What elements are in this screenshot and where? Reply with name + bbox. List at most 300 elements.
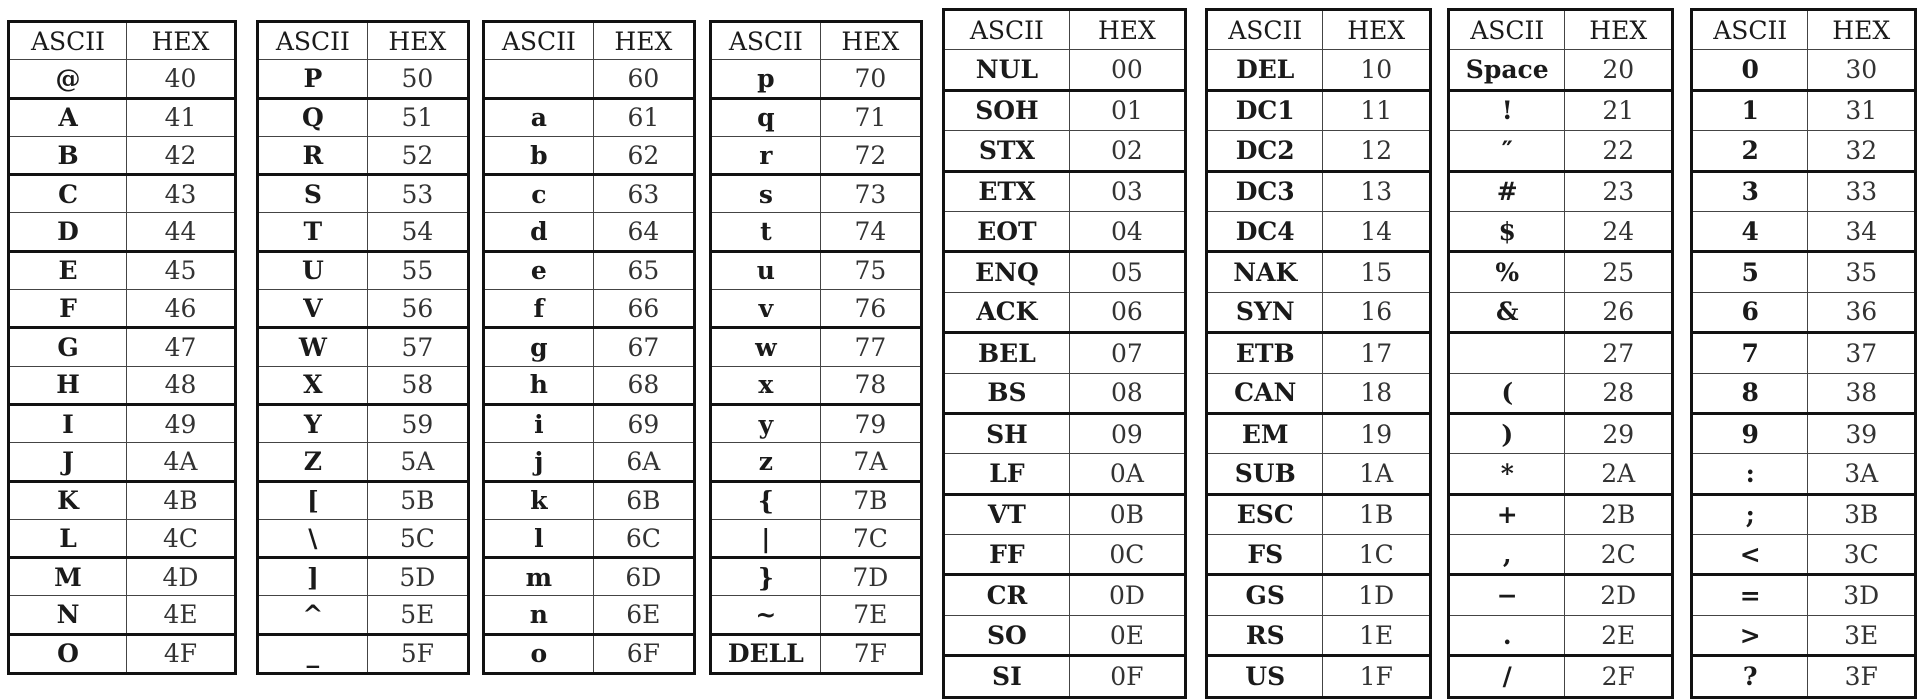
hex-cell: 2E — [1565, 615, 1673, 655]
header-row — [1692, 10, 1916, 50]
table-row — [944, 131, 1186, 171]
hex-cell: 6C — [593, 519, 694, 557]
table-row — [1449, 252, 1673, 292]
table-row — [944, 615, 1186, 655]
hex-cell: 79 — [820, 404, 921, 442]
ascii-cell: # — [1449, 171, 1565, 211]
table-row — [1449, 413, 1673, 453]
ascii-table-60 — [482, 20, 696, 675]
table-row — [258, 481, 469, 519]
table-row — [258, 634, 469, 673]
ascii-cell: J — [9, 443, 127, 481]
hex-cell: 6B — [593, 481, 694, 519]
header-row — [484, 22, 695, 60]
hex-cell: 40 — [127, 60, 236, 98]
table-row — [1207, 171, 1431, 211]
table-row — [484, 328, 695, 366]
table-row — [944, 413, 1186, 453]
ascii-cell: z — [711, 443, 821, 481]
ascii-cell: Y — [258, 404, 368, 442]
table-row — [9, 98, 236, 136]
table-row — [1207, 575, 1431, 615]
table-row — [258, 558, 469, 596]
ascii-cell: n — [484, 596, 594, 634]
table-row — [1207, 656, 1431, 697]
hex-cell: 50 — [367, 60, 468, 98]
hex-cell: 77 — [820, 328, 921, 366]
ascii-cell: NUL — [944, 50, 1070, 90]
hex-cell: 24 — [1565, 211, 1673, 251]
hex-cell: 71 — [820, 98, 921, 136]
ascii-cell: CAN — [1207, 373, 1323, 413]
table-row — [1449, 333, 1673, 373]
hex-cell: 05 — [1069, 252, 1185, 292]
ascii-cell: EM — [1207, 413, 1323, 453]
hex-cell: 48 — [127, 366, 236, 404]
table-row — [1692, 494, 1916, 534]
ascii-cell: _ — [258, 634, 368, 673]
hex-cell: 21 — [1565, 90, 1673, 130]
hex-cell: 36 — [1808, 292, 1916, 332]
ascii-cell: BS — [944, 373, 1070, 413]
ascii-cell: ~ — [711, 596, 821, 634]
table-row — [1207, 413, 1431, 453]
ascii-cell: | — [711, 519, 821, 557]
ascii-cell: DC2 — [1207, 131, 1323, 171]
table-row — [711, 290, 922, 328]
table-row — [711, 328, 922, 366]
table-row — [944, 575, 1186, 615]
ascii-cell: j — [484, 443, 594, 481]
table-row — [9, 290, 236, 328]
hex-cell: 11 — [1323, 90, 1431, 130]
hex-cell: 70 — [820, 60, 921, 98]
table-row — [9, 481, 236, 519]
hex-cell: 06 — [1069, 292, 1185, 332]
hex-cell: 78 — [820, 366, 921, 404]
table-row — [1449, 535, 1673, 575]
hex-cell: 7E — [820, 596, 921, 634]
hex-cell: 2C — [1565, 535, 1673, 575]
hex-cell: 5F — [367, 634, 468, 673]
ascii-cell: ETX — [944, 171, 1070, 211]
ascii-cell: $ — [1449, 211, 1565, 251]
hex-cell: 3D — [1808, 575, 1916, 615]
hex-cell: 6E — [593, 596, 694, 634]
ascii-cell: % — [1449, 252, 1565, 292]
table-row — [9, 404, 236, 442]
ascii-cell: h — [484, 366, 594, 404]
ascii-cell: D — [9, 213, 127, 251]
table-row — [1207, 333, 1431, 373]
table-row — [258, 596, 469, 634]
hex-cell: 0C — [1069, 535, 1185, 575]
hex-cell: 44 — [127, 213, 236, 251]
table-row — [258, 443, 469, 481]
table-row — [484, 596, 695, 634]
hex-cell: 0F — [1069, 656, 1185, 697]
table-row — [711, 558, 922, 596]
ascii-cell: 3 — [1692, 171, 1808, 211]
table-row — [484, 175, 695, 213]
ascii-cell: DEL — [1207, 50, 1323, 90]
ascii-cell: E — [9, 251, 127, 289]
ascii-cell: DC1 — [1207, 90, 1323, 130]
ascii-cell: 9 — [1692, 413, 1808, 453]
header-row — [258, 22, 469, 60]
ascii-cell: s — [711, 175, 821, 213]
ascii-cell: W — [258, 328, 368, 366]
table-row — [711, 136, 922, 174]
hex-cell: 22 — [1565, 131, 1673, 171]
table-row — [258, 404, 469, 442]
ascii-header: ASCII — [1207, 10, 1323, 50]
table-row — [944, 50, 1186, 90]
table-row — [484, 634, 695, 673]
hex-cell: 49 — [127, 404, 236, 442]
hex-cell: 7C — [820, 519, 921, 557]
hex-cell: 5B — [367, 481, 468, 519]
hex-cell: 75 — [820, 251, 921, 289]
table-row — [1449, 494, 1673, 534]
ascii-cell: \ — [258, 519, 368, 557]
table-row — [1692, 535, 1916, 575]
ascii-cell: c — [484, 175, 594, 213]
hex-cell: 60 — [593, 60, 694, 98]
ascii-cell: DELL — [711, 634, 821, 673]
ascii-cell: FF — [944, 535, 1070, 575]
ascii-cell: DC3 — [1207, 171, 1323, 211]
hex-cell: 55 — [367, 251, 468, 289]
ascii-cell: g — [484, 328, 594, 366]
ascii-cell: o — [484, 634, 594, 673]
hex-header: HEX — [1069, 10, 1185, 50]
hex-cell: 47 — [127, 328, 236, 366]
ascii-cell — [484, 60, 594, 98]
header-row — [1207, 10, 1431, 50]
hex-cell: 53 — [367, 175, 468, 213]
ascii-cell: − — [1449, 575, 1565, 615]
ascii-table-50 — [256, 20, 470, 675]
table-row — [1692, 50, 1916, 90]
ascii-cell: STX — [944, 131, 1070, 171]
hex-cell: 61 — [593, 98, 694, 136]
hex-cell: 3E — [1808, 615, 1916, 655]
ascii-cell: EOT — [944, 211, 1070, 251]
ascii-header: ASCII — [9, 22, 127, 60]
ascii-cell: 7 — [1692, 333, 1808, 373]
ascii-cell: A — [9, 98, 127, 136]
ascii-cell: X — [258, 366, 368, 404]
table-row — [1692, 90, 1916, 130]
table-row — [1207, 292, 1431, 332]
ascii-header: ASCII — [944, 10, 1070, 50]
ascii-header: ASCII — [1692, 10, 1808, 50]
table-row — [944, 494, 1186, 534]
ascii-cell: { — [711, 481, 821, 519]
ascii-cell: P — [258, 60, 368, 98]
ascii-cell: L — [9, 519, 127, 557]
table-row — [1692, 575, 1916, 615]
hex-cell: 65 — [593, 251, 694, 289]
table-row — [1207, 131, 1431, 171]
hex-cell: 0B — [1069, 494, 1185, 534]
ascii-cell: B — [9, 136, 127, 174]
ascii-cell: @ — [9, 60, 127, 98]
hex-cell: 13 — [1323, 171, 1431, 211]
ascii-cell: ACK — [944, 292, 1070, 332]
table-row — [258, 366, 469, 404]
table-row — [9, 175, 236, 213]
hex-cell: 32 — [1808, 131, 1916, 171]
ascii-cell: 6 — [1692, 292, 1808, 332]
ascii-cell: [ — [258, 481, 368, 519]
ascii-cell: U — [258, 251, 368, 289]
ascii-header: ASCII — [258, 22, 368, 60]
table-row — [258, 60, 469, 98]
ascii-cell: SYN — [1207, 292, 1323, 332]
hex-cell: 42 — [127, 136, 236, 174]
header-row — [711, 22, 922, 60]
hex-cell: 12 — [1323, 131, 1431, 171]
hex-cell: 1C — [1323, 535, 1431, 575]
hex-cell: 68 — [593, 366, 694, 404]
ascii-cell: ESC — [1207, 494, 1323, 534]
hex-cell: 2F — [1565, 656, 1673, 697]
hex-cell: 1D — [1323, 575, 1431, 615]
hex-cell: 29 — [1565, 413, 1673, 453]
ascii-cell: BEL — [944, 333, 1070, 373]
ascii-cell: SUB — [1207, 454, 1323, 494]
hex-cell: 28 — [1565, 373, 1673, 413]
hex-cell: 4E — [127, 596, 236, 634]
table-row — [711, 251, 922, 289]
table-row — [1207, 454, 1431, 494]
table-row — [258, 98, 469, 136]
ascii-cell: b — [484, 136, 594, 174]
ascii-cell: ( — [1449, 373, 1565, 413]
hex-cell: 23 — [1565, 171, 1673, 211]
hex-cell: 17 — [1323, 333, 1431, 373]
table-row — [1449, 50, 1673, 90]
ascii-cell: ^ — [258, 596, 368, 634]
ascii-cell — [1449, 333, 1565, 373]
hex-cell: 54 — [367, 213, 468, 251]
hex-cell: 0A — [1069, 454, 1185, 494]
hex-cell: 69 — [593, 404, 694, 442]
hex-cell: 00 — [1069, 50, 1185, 90]
hex-cell: 2D — [1565, 575, 1673, 615]
table-row — [711, 366, 922, 404]
ascii-table-40 — [7, 20, 237, 675]
hex-cell: 5C — [367, 519, 468, 557]
ascii-cell: ] — [258, 558, 368, 596]
ascii-cell: NAK — [1207, 252, 1323, 292]
hex-cell: 1B — [1323, 494, 1431, 534]
hex-cell: 2A — [1565, 454, 1673, 494]
hex-cell: 18 — [1323, 373, 1431, 413]
table-row — [1692, 292, 1916, 332]
ascii-cell: V — [258, 290, 368, 328]
ascii-cell: SH — [944, 413, 1070, 453]
hex-cell: 30 — [1808, 50, 1916, 90]
ascii-cell: 4 — [1692, 211, 1808, 251]
table-row — [258, 175, 469, 213]
table-row — [1207, 615, 1431, 655]
ascii-table-10 — [1205, 8, 1432, 699]
table-row — [1449, 90, 1673, 130]
hex-cell: 5D — [367, 558, 468, 596]
table-row — [711, 634, 922, 673]
ascii-cell: ; — [1692, 494, 1808, 534]
hex-cell: 7B — [820, 481, 921, 519]
table-row — [711, 404, 922, 442]
table-row — [1692, 252, 1916, 292]
hex-cell: 66 — [593, 290, 694, 328]
table-row — [258, 519, 469, 557]
table-row — [1692, 656, 1916, 697]
hex-cell: 15 — [1323, 252, 1431, 292]
ascii-header: ASCII — [711, 22, 821, 60]
hex-cell: 0E — [1069, 615, 1185, 655]
ascii-cell: R — [258, 136, 368, 174]
table-row — [484, 366, 695, 404]
ascii-table-00 — [942, 8, 1187, 699]
ascii-cell: > — [1692, 615, 1808, 655]
ascii-cell: q — [711, 98, 821, 136]
hex-cell: 03 — [1069, 171, 1185, 211]
table-row — [484, 213, 695, 251]
table-row — [1692, 373, 1916, 413]
hex-cell: 6F — [593, 634, 694, 673]
ascii-cell: i — [484, 404, 594, 442]
hex-cell: 52 — [367, 136, 468, 174]
hex-cell: 62 — [593, 136, 694, 174]
ascii-cell: O — [9, 634, 127, 673]
hex-cell: 31 — [1808, 90, 1916, 130]
ascii-cell: , — [1449, 535, 1565, 575]
hex-header: HEX — [127, 22, 236, 60]
hex-header: HEX — [1565, 10, 1673, 50]
table-row — [9, 596, 236, 634]
ascii-cell: N — [9, 596, 127, 634]
table-row — [711, 481, 922, 519]
table-row — [1449, 171, 1673, 211]
hex-header: HEX — [367, 22, 468, 60]
hex-cell: 4F — [127, 634, 236, 673]
hex-cell: 45 — [127, 251, 236, 289]
ascii-cell: Space — [1449, 50, 1565, 90]
table-row — [1207, 90, 1431, 130]
hex-cell: 34 — [1808, 211, 1916, 251]
ascii-cell: 8 — [1692, 373, 1808, 413]
table-row — [711, 60, 922, 98]
ascii-cell: S — [258, 175, 368, 213]
hex-cell: 09 — [1069, 413, 1185, 453]
hex-cell: 33 — [1808, 171, 1916, 211]
hex-cell: 14 — [1323, 211, 1431, 251]
ascii-table-20 — [1447, 8, 1674, 699]
hex-cell: 02 — [1069, 131, 1185, 171]
hex-cell: 16 — [1323, 292, 1431, 332]
table-row — [944, 252, 1186, 292]
ascii-cell: F — [9, 290, 127, 328]
table-row — [258, 290, 469, 328]
ascii-cell: } — [711, 558, 821, 596]
table-row — [1449, 454, 1673, 494]
hex-cell: 37 — [1808, 333, 1916, 373]
hex-cell: 63 — [593, 175, 694, 213]
table-row — [944, 373, 1186, 413]
hex-cell: 58 — [367, 366, 468, 404]
ascii-cell: SI — [944, 656, 1070, 697]
ascii-cell: GS — [1207, 575, 1323, 615]
hex-cell: 7D — [820, 558, 921, 596]
hex-header: HEX — [1323, 10, 1431, 50]
hex-cell: 73 — [820, 175, 921, 213]
hex-cell: 20 — [1565, 50, 1673, 90]
table-row — [711, 519, 922, 557]
table-row — [484, 443, 695, 481]
hex-cell: 1E — [1323, 615, 1431, 655]
table-row — [1207, 494, 1431, 534]
ascii-cell: < — [1692, 535, 1808, 575]
hex-cell: 3F — [1808, 656, 1916, 697]
table-row — [1207, 373, 1431, 413]
ascii-cell: US — [1207, 656, 1323, 697]
ascii-cell: d — [484, 213, 594, 251]
ascii-cell: 1 — [1692, 90, 1808, 130]
hex-cell: 7F — [820, 634, 921, 673]
hex-cell: 51 — [367, 98, 468, 136]
ascii-header: ASCII — [1449, 10, 1565, 50]
table-row — [944, 90, 1186, 130]
ascii-cell: VT — [944, 494, 1070, 534]
table-row — [711, 98, 922, 136]
table-row — [1207, 211, 1431, 251]
ascii-cell: r — [711, 136, 821, 174]
ascii-cell: DC4 — [1207, 211, 1323, 251]
hex-cell: 76 — [820, 290, 921, 328]
table-row — [9, 251, 236, 289]
table-row — [944, 292, 1186, 332]
hex-cell: 01 — [1069, 90, 1185, 130]
ascii-cell: m — [484, 558, 594, 596]
hex-header: HEX — [593, 22, 694, 60]
table-row — [258, 328, 469, 366]
ascii-cell: : — [1692, 454, 1808, 494]
ascii-cell: G — [9, 328, 127, 366]
table-row — [1692, 171, 1916, 211]
hex-cell: 3B — [1808, 494, 1916, 534]
ascii-cell: Q — [258, 98, 368, 136]
table-row — [1449, 575, 1673, 615]
hex-cell: 67 — [593, 328, 694, 366]
ascii-cell: w — [711, 328, 821, 366]
ascii-cell: 0 — [1692, 50, 1808, 90]
hex-cell: 19 — [1323, 413, 1431, 453]
ascii-cell: l — [484, 519, 594, 557]
ascii-cell: e — [484, 251, 594, 289]
ascii-cell: H — [9, 366, 127, 404]
table-row — [258, 136, 469, 174]
table-row — [711, 596, 922, 634]
ascii-cell: RS — [1207, 615, 1323, 655]
ascii-table-30 — [1690, 8, 1917, 699]
ascii-cell: f — [484, 290, 594, 328]
table-row — [944, 211, 1186, 251]
hex-cell: 10 — [1323, 50, 1431, 90]
